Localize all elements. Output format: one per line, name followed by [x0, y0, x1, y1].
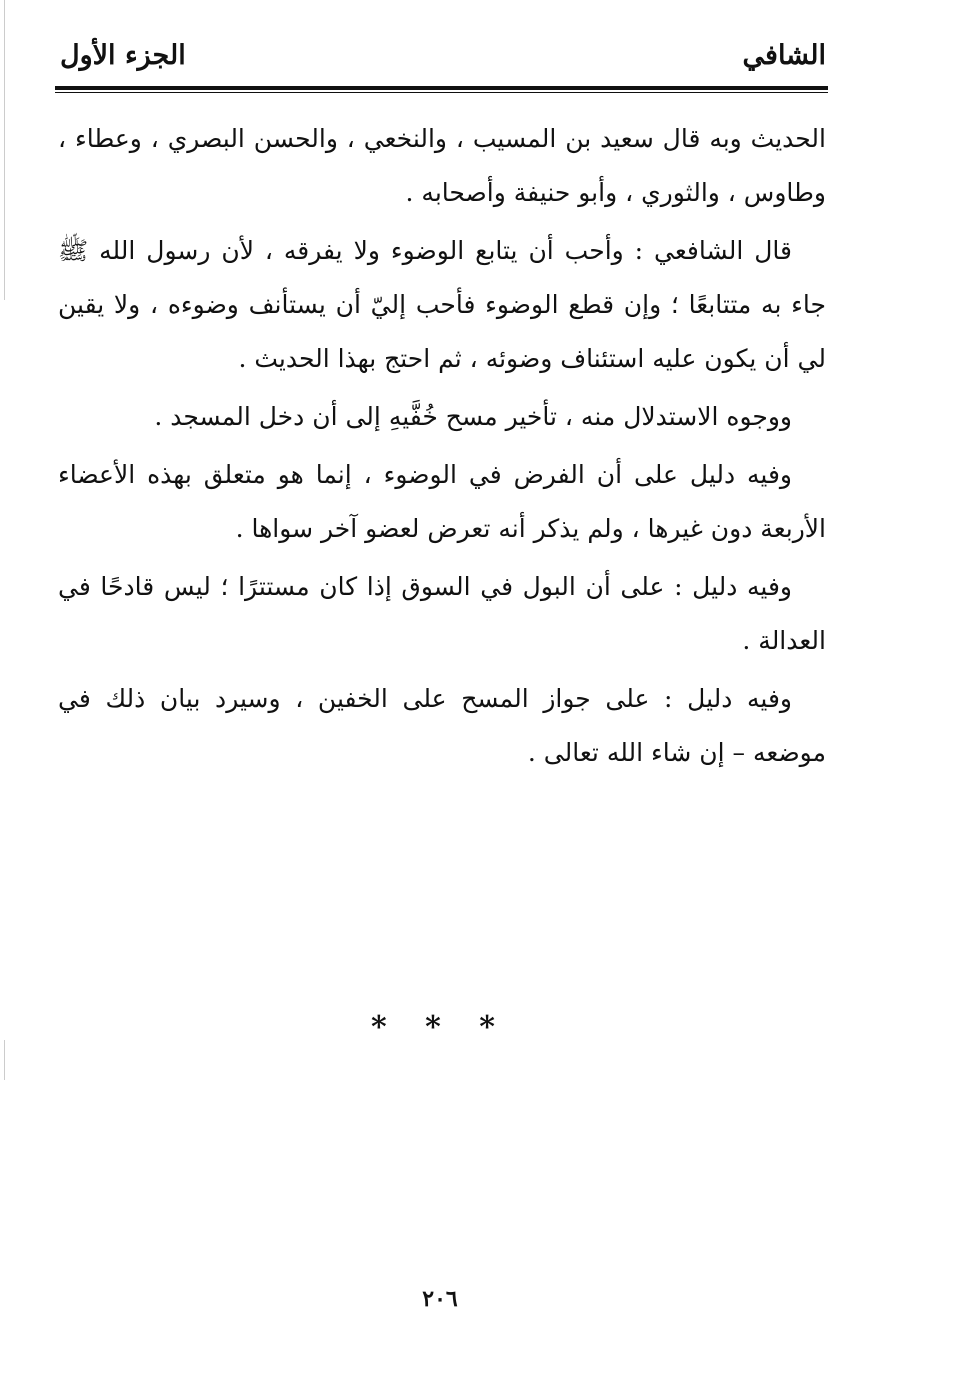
page-number: ٢٠٦ [422, 1286, 458, 1312]
paragraph-5: وفيه دليل : على أن البول في السوق إذا كان مستترًا ؛ ليس قادحًا في العدالة . [58, 572, 826, 655]
scan-margin-mark [4, 0, 5, 300]
header-book-title: الشافي [742, 40, 826, 71]
body-text [58, 112, 826, 784]
paragraph-2: قال الشافعي : وأحب أن يتابع الوضوء ولا يفرقه ، لأن رسول الله ﷺ جاء به متتابعًا ؛ وإن قطع الوضوء فأحب إليّ أن يستأنف وضوءه ، ولا يقين لي أن يكون عليه استئناف وضوئه ، ثم احتج بهذا الحديث . [58, 236, 826, 373]
header-volume: الجزء الأول [60, 40, 186, 71]
paragraph-1: الحديث وبه قال سعيد بن المسيب ، والنخعي ، والحسن البصري ، وعطاء ، وطاوس ، والثوري ، وأبو حنيفة وأصحابه . [58, 124, 826, 207]
running-header [60, 38, 826, 84]
header-rule-thin [55, 92, 828, 93]
paragraph-3: ووجوه الاستدلال منه ، تأخير مسح خُفَّيهِ إلى أن دخل المسجد . [154, 402, 792, 431]
header-rule-thick [55, 86, 828, 90]
section-separator: * * * [371, 1010, 509, 1045]
scan-margin-mark-lower [4, 1040, 5, 1080]
paragraph-6: وفيه دليل : على جواز المسح على الخفين ، وسيرد بيان ذلك في موضعه – إن شاء الله تعالى . [58, 684, 826, 767]
paragraph-4: وفيه دليل على أن الفرض في الوضوء ، إنما هو متعلق بهذه الأعضاء الأربعة دون غيرها ، ولم يذكر أنه تعرض لعضو آخر سواها . [58, 460, 826, 543]
